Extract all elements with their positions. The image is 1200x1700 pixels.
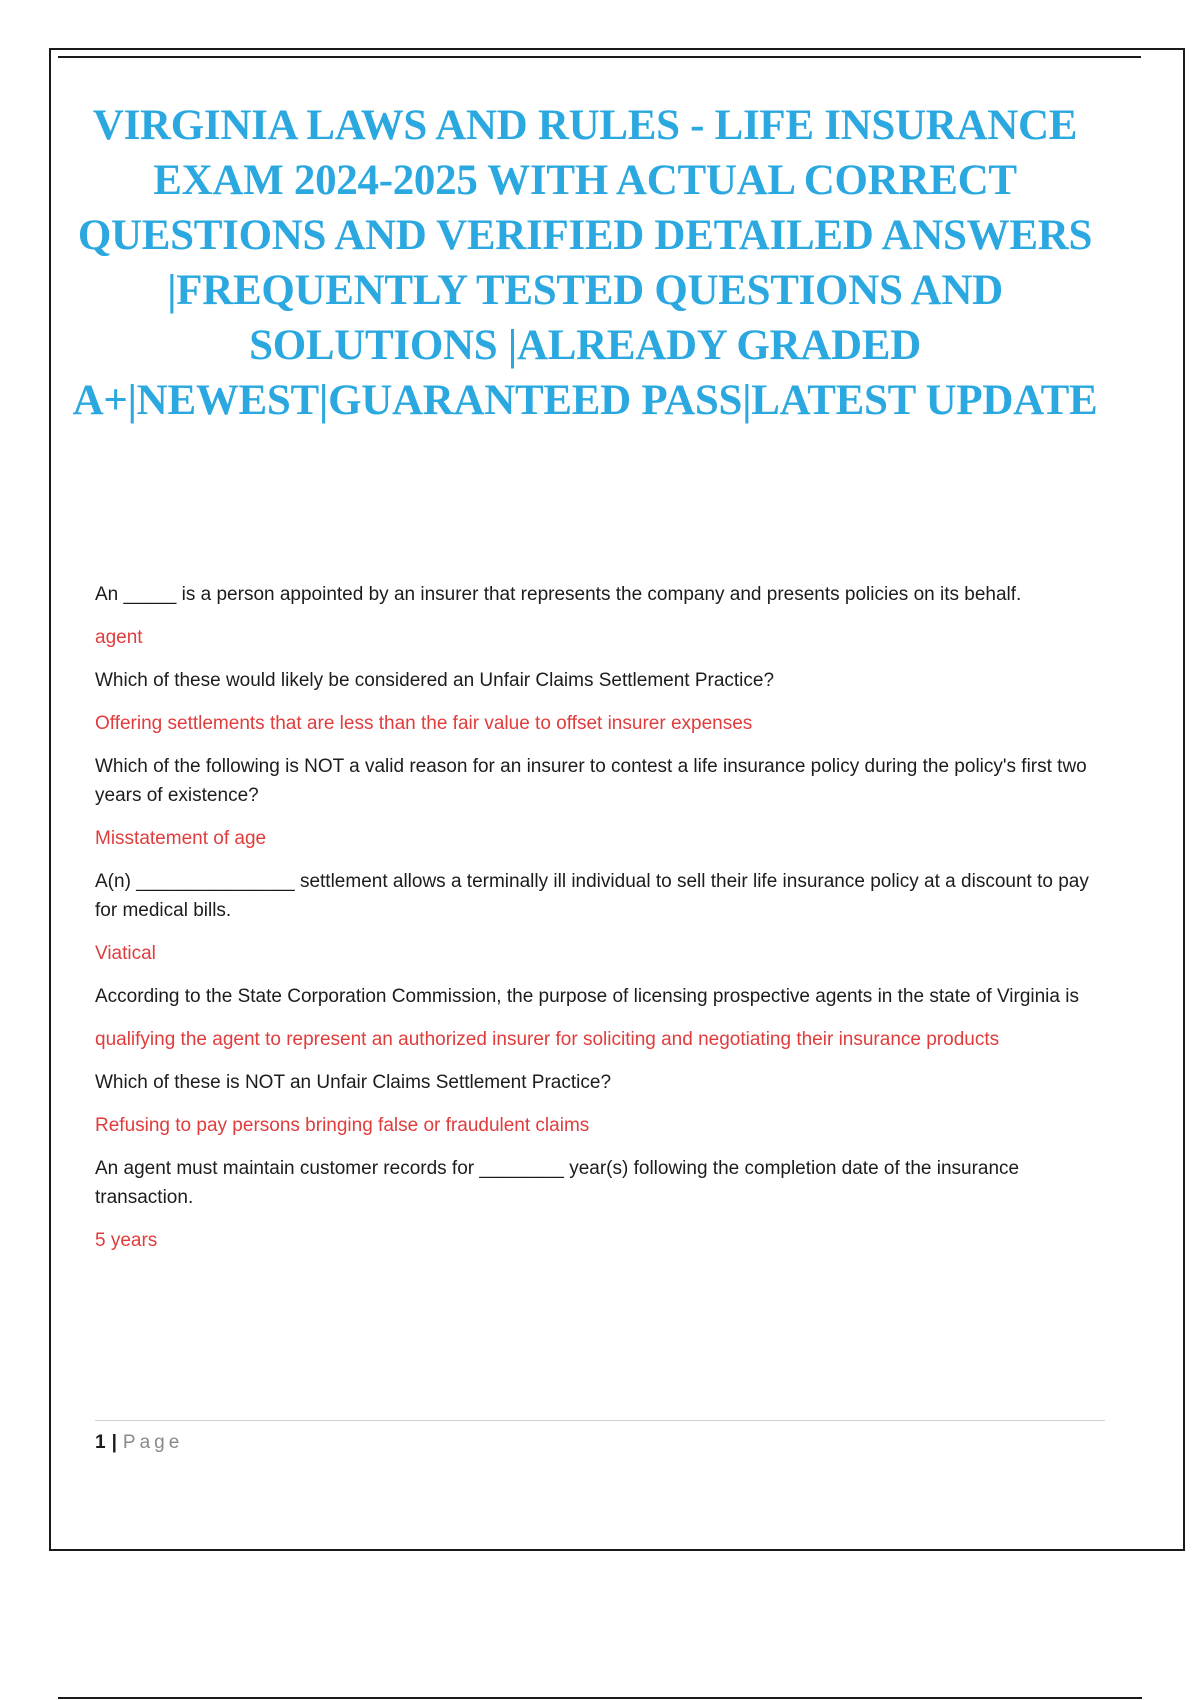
question-text: Which of these would likely be considered an Unfair Claims Settlement Practice? (95, 670, 775, 691)
question-text: Which of these is NOT an Unfair Claims Settlement Practice? (95, 1072, 612, 1093)
footer-separator: | (111, 1432, 117, 1453)
answer-text: Refusing to pay persons bringing false or fraudulent claims (95, 1115, 590, 1136)
top-rule (58, 56, 1141, 58)
page-label: Page (122, 1432, 184, 1453)
document-title: VIRGINIA LAWS AND RULES - LIFE INSURANCE EXAM 2024-2025 WITH ACTUAL CORRECT QUESTIONS AND VERIFIED DETAILED ANSWERS |FREQUENTLY TESTED QUESTIONS AND SOLUTIONS |ALREADY GRADED A+|NEWEST|GUARANTEED PASS|LATEST UPDATE (72, 102, 1098, 424)
answer-text: agent (95, 627, 143, 648)
qa-list (95, 580, 1095, 1269)
answer-text: Misstatement of age (95, 828, 267, 849)
answer-text: qualifying the agent to represent an authorized insurer for soliciting and negotiating their insurance products (95, 1029, 1000, 1050)
page-footer (95, 1432, 183, 1454)
question-text: Which of the following is NOT a valid reason for an insurer to contest a life insurance policy during the policy's first two years of existence? (95, 756, 1087, 806)
question-text: An agent must maintain customer records for ________ year(s) following the completion date of the insurance transaction. (95, 1158, 1020, 1208)
question-text: An _____ is a person appointed by an insurer that represents the company and presents policies on its behalf. (95, 584, 1022, 605)
next-page-top-rule (58, 1697, 1142, 1699)
answer-text: Offering settlements that are less than the fair value to offset insurer expenses (95, 713, 753, 734)
answer-text: 5 years (95, 1230, 158, 1251)
footer-rule (95, 1420, 1105, 1421)
question-text: A(n) _______________ settlement allows a terminally ill individual to sell their life insurance policy at a discount to pay for medical bills. (95, 871, 1089, 921)
answer-text: Viatical (95, 943, 156, 964)
question-text: According to the State Corporation Commission, the purpose of licensing prospective agents in the state of Virginia is (95, 986, 1079, 1007)
page-number: 1 (95, 1432, 106, 1453)
